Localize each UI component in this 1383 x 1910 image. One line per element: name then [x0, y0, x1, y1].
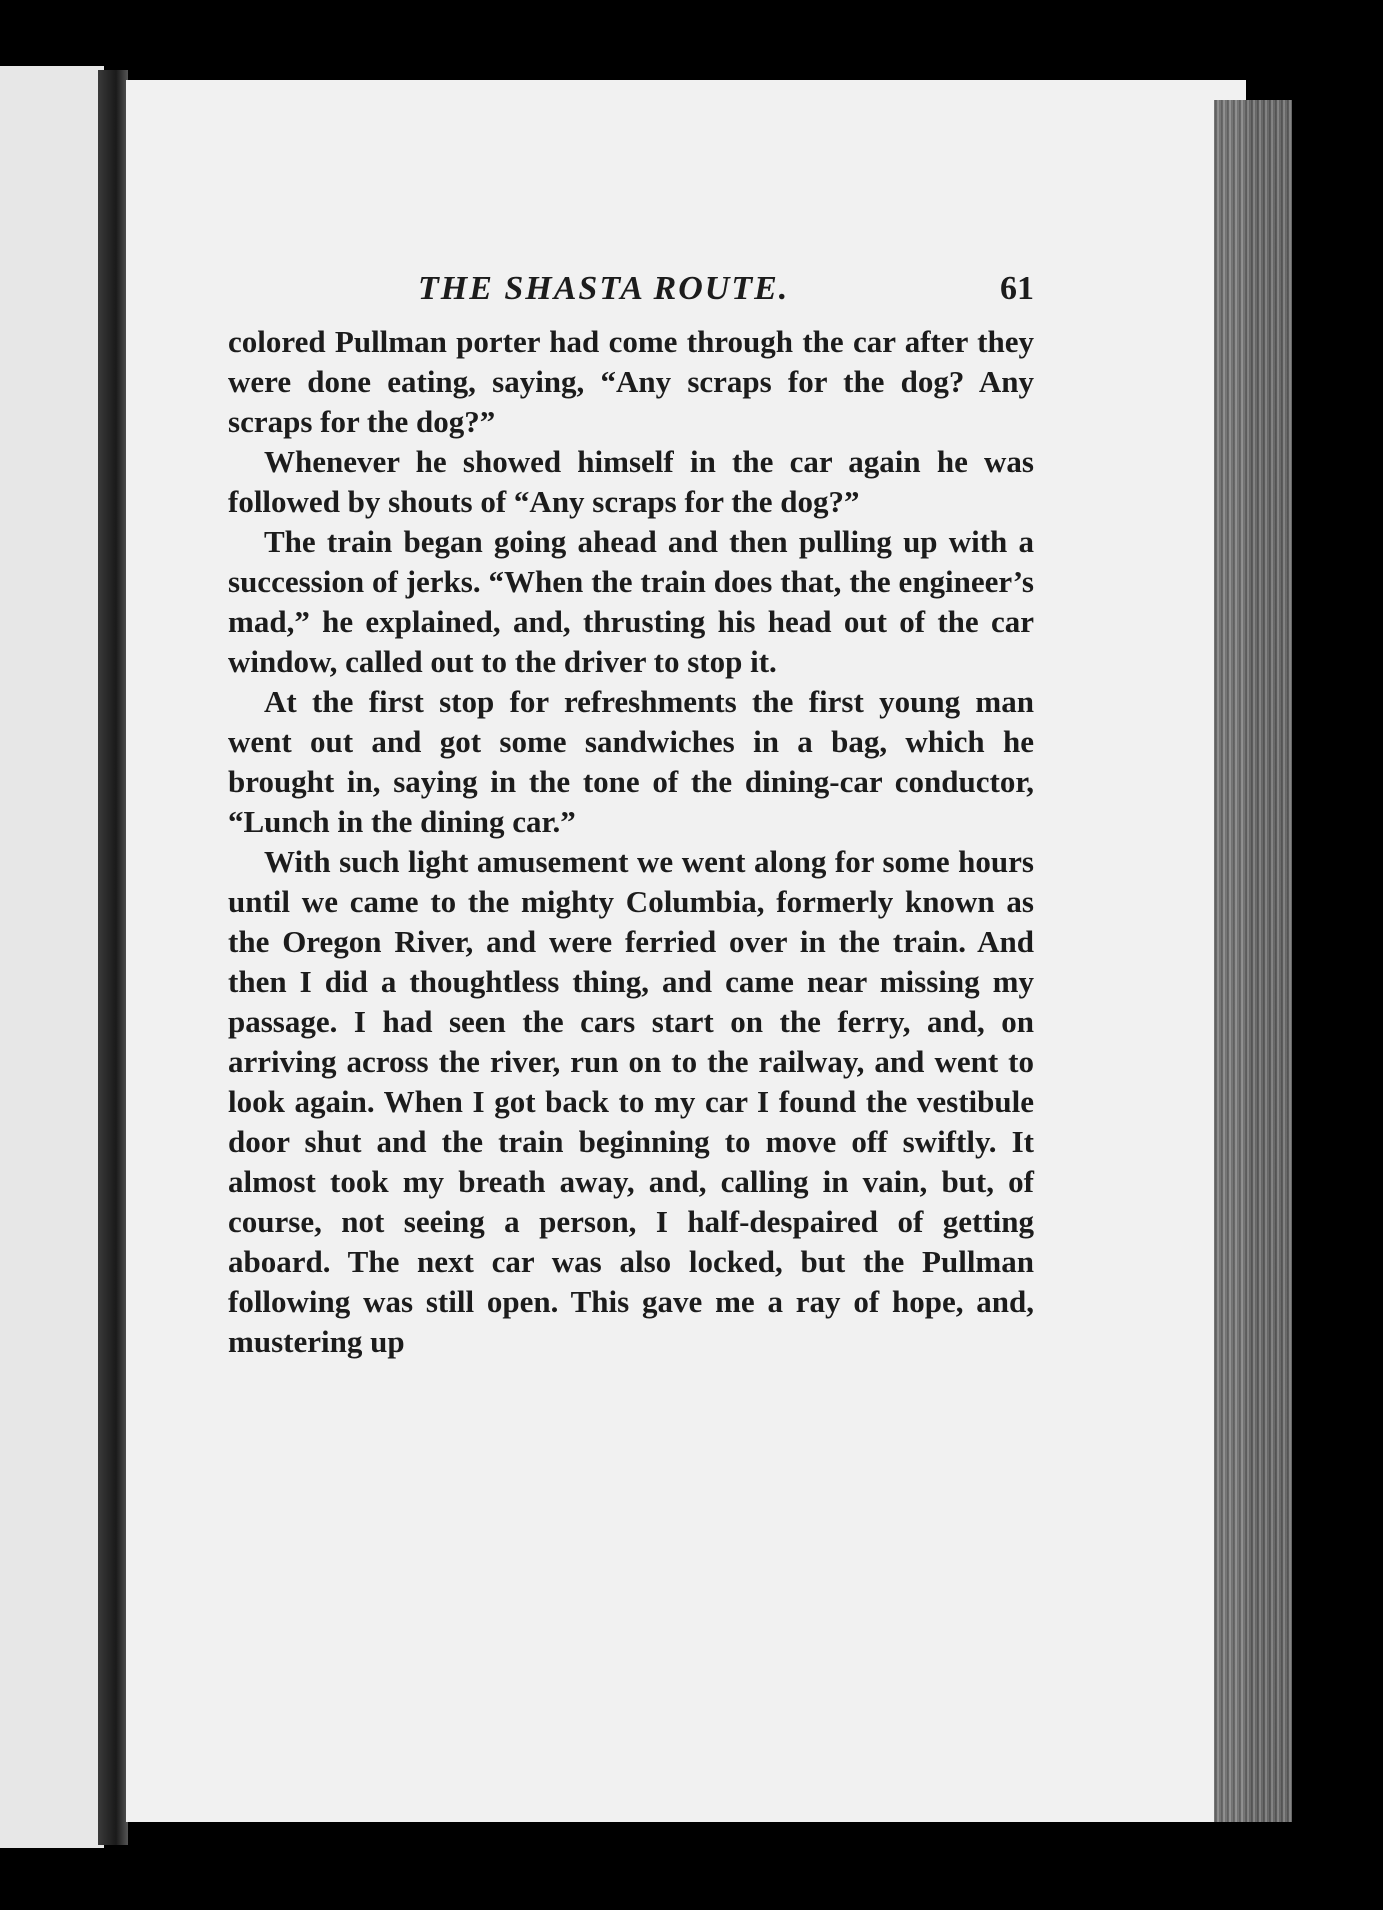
page-number: 61	[1000, 270, 1034, 307]
paragraph-2: Whenever he showed himself in the car again he was followed by shouts of “Any scraps for the dog?”	[228, 444, 1034, 519]
paragraph-4: At the first stop for refreshments the first young man went out and got some sandwiches in a bag, which he brought in, saying in the tone of the dining-car conductor, “Lunch in the dining car.”	[228, 684, 1034, 839]
running-head: THE SHASTA ROUTE.	[418, 270, 790, 307]
page-content	[228, 262, 1034, 1362]
paragraph-5: With such light amusement we went along for some hours until we came to the mighty Columbia, formerly known as the Oregon River, and were ferried over in the train. And then I did a thoughtless thing, and came near missing my passage. I had seen the cars start on the ferry, and, on arriving across the river, run on to the railway, and went to look again. When I got back to my car I found the vestibule door shut and the train beginning to move off swiftly. It almost took my breath away, and, calling in vain, but, of course, not seeing a person, I half-despaired of getting aboard. The next car was also locked, but the Pullman following was still open. This gave me a ray of hope, and, mustering up	[228, 844, 1034, 1359]
page-header	[228, 262, 1034, 322]
paragraph-3: The train began going ahead and then pulling up with a succession of jerks. “When the train does that, the engineer’s mad,” he explained, and, thrusting his head out of the car window, called out to the driver to stop it.	[228, 524, 1034, 679]
left-page-edge	[0, 66, 104, 1848]
book-gutter	[98, 70, 128, 1845]
page-stack-edge	[1214, 100, 1292, 1822]
paragraph-1: colored Pullman porter had come through the car after they were done eating, saying, “Any scraps for the dog? Any scraps for the dog?”	[228, 324, 1034, 439]
